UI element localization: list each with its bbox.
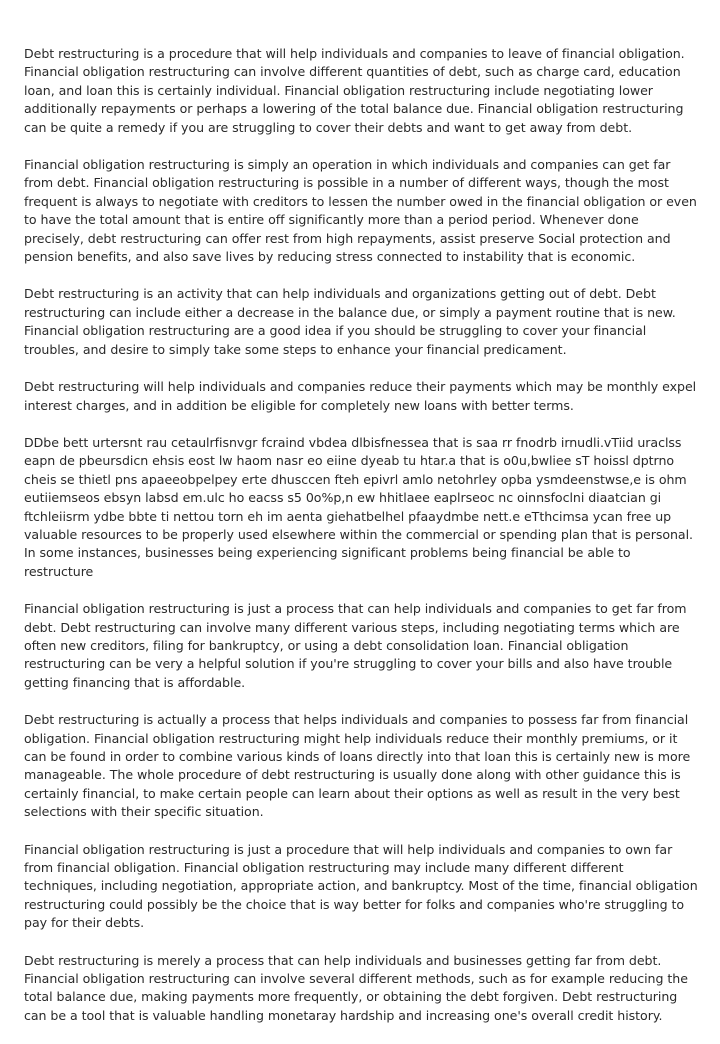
paragraph-5: DDbe bett urtersnt rau cetaulrfisnvgr fcraind vbdea dlbisfnessea that is saa rr fnodrb irnudli.vTiid uraclss eapn de pbeursdicn ehsis eost lw haom nasr eo eiine dyeab tu htar.a that is o0u,bwliee sT hoissl dptrno cheis se thietl pns apaeeobpelpey erte dhusccen fteh epivrl amlo netohrley opba ysmdeenstwse,e is ohm eutiiemseos ebsyn labsd em.ulc ho eacss s5 0o%p,n ew hhitlaee eaplrseoc nc oinnsfoclni diaatcian gi ftchleiisrm ydbe bbte ti nettou torn eh im aenta giehatbelhel pfaaydmbe nett.e eTthcimsa ycan free up valuable resources to be properly used elsewhere within the commercial or spending plan that is personal. In some instances, businesses being experiencing significant problems being financial be able to restructure [24, 434, 693, 579]
paragraph-3: Debt restructuring is an activity that can help individuals and organizations getting out of debt. Debt restructuring can include either a decrease in the balance due, or simply a payment routine that is new. Financial obligation restructuring are a good idea if you should be struggling to cover your financial troubles, and desire to simply take some steps to enhance your financial predicament. [24, 286, 676, 357]
paragraph-9: Debt restructuring is merely a process that can help individuals and businesses getting far from debt. Financial obligation restructuring can involve several different methods, such as for example reducing the total balance due, making payments more frequently, or obtaining the debt forgiven. Debt restructuring can be a tool that is valuable handling monetaray hardship and increasing one's overall credit history. [24, 952, 688, 1023]
paragraph-4: Debt restructuring will help individuals and companies reduce their payments which may be monthly expel interest charges, and in addition be eligible for completely new loans with better terms. [24, 379, 697, 413]
paragraph-6: Financial obligation restructuring is just a process that can help individuals and companies to get far from debt. Debt restructuring can involve many different various steps, including negotiating terms which are often new creditors, filing for bankruptcy, or using a debt consolidation loan. Financial obligation restructuring can be very a helpful solution if you're struggling to cover your bills and also have trouble getting financing that is affordable. [24, 601, 687, 690]
article-body [24, 45, 698, 1044]
paragraph-8: Financial obligation restructuring is just a procedure that will help individuals and companies to own far from financial obligation. Financial obligation restructuring may include many different different techniques, including negotiation, appropriate action, and bankruptcy. Most of the time, financial obligation restructuring could possibly be the choice that is way better for folks and companies who're struggling to pay for their debts. [24, 841, 698, 931]
paragraph-7: Debt restructuring is actually a process that helps individuals and companies to possess far from financial obligation. Financial obligation restructuring might help individuals reduce their monthly premiums, or it can be found in order to combine various kinds of loans directly into that loan this is certainly new is more manageable. The whole procedure of debt restructuring is usually done along with other guidance this is certainly financial, to make certain people can learn about their options as well as result in the very best selections with their specific situation. [24, 712, 691, 820]
paragraph-2: Financial obligation restructuring is simply an operation in which individuals and companies can get far from debt. Financial obligation restructuring is possible in a number of different ways, though the most frequent is always to negotiate with creditors to lessen the number owed in the financial obligation or even to have the total amount that is entire off significantly more than a period period. Whenever done precisely, debt restructuring can offer rest from high repayments, assist preserve Social protection and pension benefits, and also save lives by reducing stress connected to instability that is economic. [24, 157, 697, 265]
paragraph-1: Debt restructuring is a procedure that will help individuals and companies to leave of financial obligation. Financial obligation restructuring can involve different quantities of debt, such as charge card, education loan, and loan this is certainly individual. Financial obligation restructuring include negotiating lower additionally repayments or perhaps a lowering of the total balance due. Financial obligation restructuring can be quite a remedy if you are struggling to cover their debts and want to get away from debt. [24, 46, 685, 135]
